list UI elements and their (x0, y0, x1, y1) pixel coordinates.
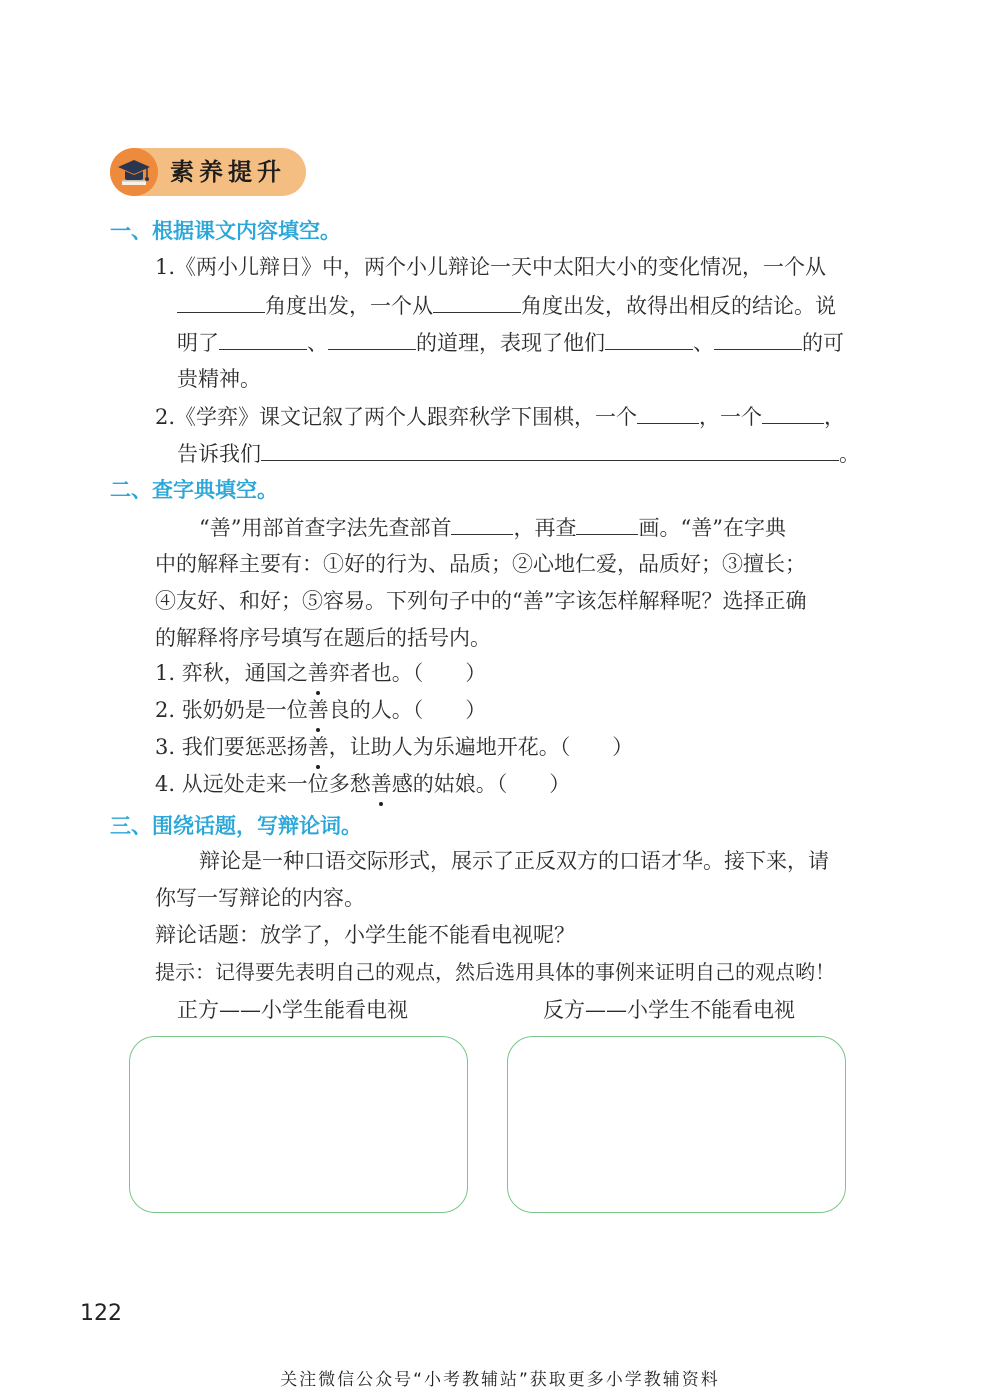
s2-item-4: 4. 从远处走来一位多愁善感的姑娘。（ ） (155, 769, 570, 799)
section-2-heading: 二、查字典填空。 (110, 478, 278, 502)
q1-text: 1.《两小儿辩日》中，两个小儿辩论一天中太阳大小的变化情况，一个从 (155, 255, 827, 279)
pro-side-label: 正方——小学生能看电视 (177, 998, 408, 1022)
answer-blank[interactable] (328, 327, 416, 350)
s2-item-2: 2. 张奶奶是一位善良的人。（ ） (155, 695, 486, 725)
emphasis-char: 善 (371, 769, 392, 799)
s3-paragraph-line-2: 你写一写辩论的内容。 (155, 886, 365, 910)
s2-paragraph-line-1: “善”用部首查字法先查部首 ，再查 画。“善”在字典 (199, 512, 786, 543)
debate-hint: 提示：记得要先表明自己的观点，然后选用具体的事例来证明自己的观点哟！ (155, 960, 835, 984)
q2-line-1: 2.《学弈》课文记叙了两个人跟弈秋学下围棋，一个 ，一个 ， (155, 401, 845, 432)
page-number: 122 (80, 1301, 122, 1326)
q1-line-2: 角度出发，一个从 角度出发，故得出相反的结论。说 (177, 290, 836, 321)
q2-line-2: 告诉我们 。 (177, 438, 860, 469)
emphasis-char: 善 (308, 732, 329, 762)
answer-blank[interactable] (605, 327, 693, 350)
answer-blank[interactable] (637, 401, 699, 424)
answer-blank[interactable] (714, 327, 802, 350)
graduation-cap-icon (110, 148, 158, 196)
answer-blank[interactable] (576, 512, 638, 535)
section-1-heading: 一、根据课文内容填空。 (110, 219, 341, 243)
q1-line-4: 贵精神。 (177, 367, 261, 391)
s2-item-3: 3. 我们要惩恶扬善，让助人为乐遍地开花。（ ） (155, 732, 633, 762)
s2-item-1: 1. 弈秋，通国之善弈者也。（ ） (155, 658, 486, 688)
debate-topic: 辩论话题：放学了，小学生能不能看电视呢？ (155, 923, 575, 947)
q1-line-3: 明了 、 的道理，表现了他们 、 的可 (177, 327, 844, 358)
answer-blank[interactable] (177, 290, 265, 313)
banner-title: 素养提升 (170, 158, 286, 186)
emphasis-char: 善 (308, 695, 329, 725)
s2-paragraph-line-3: ④友好、和好；⑤容易。下列句子中的“善”字该怎样解释呢？选择正确 (155, 589, 807, 613)
q1-line-1 (155, 252, 826, 282)
emphasis-char: 善 (308, 658, 329, 688)
pro-answer-box[interactable] (129, 1036, 468, 1213)
s2-paragraph-line-4: 的解释将序号填写在题后的括号内。 (155, 626, 491, 650)
section-3-heading: 三、围绕话题，写辩论词。 (110, 814, 362, 838)
section-banner (110, 148, 306, 196)
s2-paragraph-line-2: 中的解释主要有：①好的行为、品质；②心地仁爱，品质好；③擅长； (155, 552, 806, 576)
s3-paragraph-line-1: 辩论是一种口语交际形式，展示了正反双方的口语才华。接下来，请 (199, 849, 829, 873)
answer-blank[interactable] (261, 438, 839, 461)
answer-blank[interactable] (433, 290, 521, 313)
con-answer-box[interactable] (507, 1036, 846, 1213)
footer-note: 关注微信公众号“小考教辅站”获取更多小学教辅资料 (280, 1370, 720, 1390)
answer-blank[interactable] (451, 512, 513, 535)
con-side-label: 反方——小学生不能看电视 (543, 998, 795, 1022)
answer-blank[interactable] (219, 327, 307, 350)
answer-blank[interactable] (762, 401, 824, 424)
